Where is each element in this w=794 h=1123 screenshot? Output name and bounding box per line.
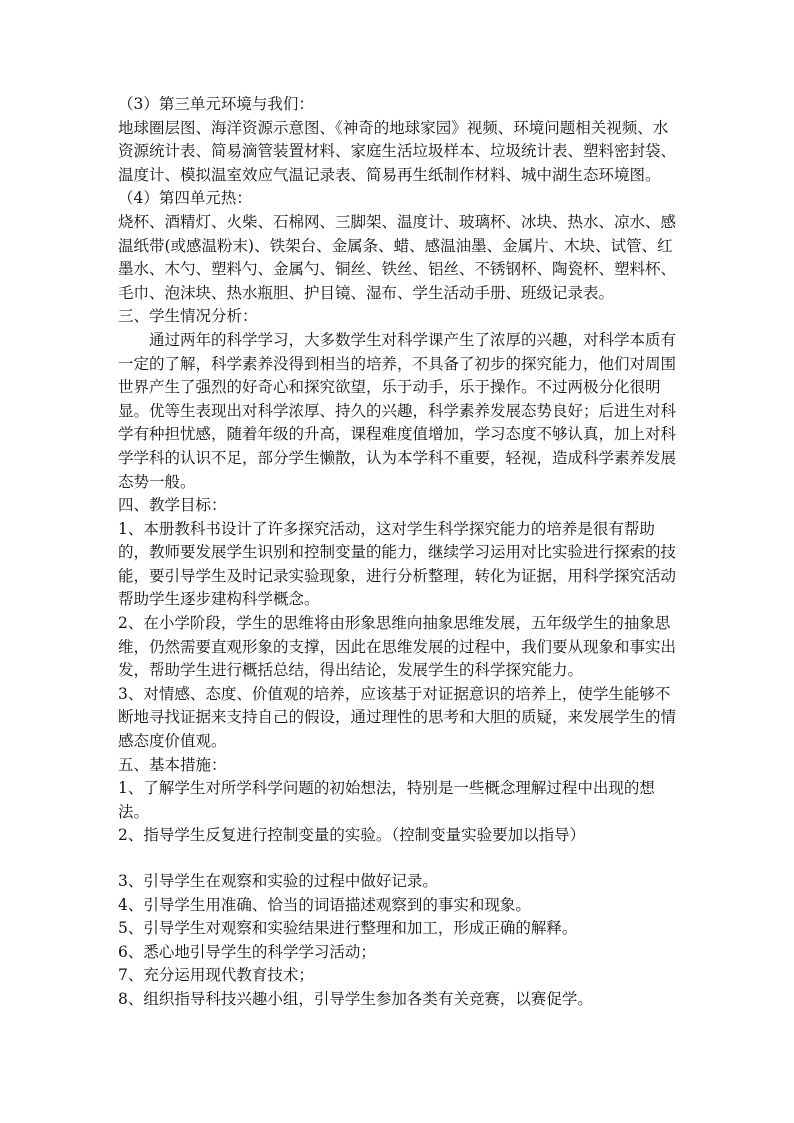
blank-line (118, 848, 678, 870)
measure-item: 1、了解学生对所学科学问题的初始想法，特别是一些概念理解过程中出现的想法。 (118, 779, 655, 821)
unit4-heading: （4）第四单元热： (118, 189, 252, 208)
section5-heading: 五、基本措施： (118, 755, 227, 774)
measure-item: 8、组织指导科技兴趣小组，引导学生参加各类有关竞赛，以赛促学。 (118, 989, 593, 1008)
measure-item: 4、引导学生用准确、恰当的词语描述观察到的事实和现象。 (118, 895, 531, 914)
measure-item: 3、引导学生在观察和实验的过程中做好记录。 (118, 872, 438, 890)
measure-item: 2、指导学生反复进行控制变量的实验。（控制变量实验要加以指导） (118, 826, 586, 845)
unit4-materials-part1: 烧杯、酒精灯、火柴、石棉网、三脚架、温度计、玻璃杯、冰块、热水、凉水、感温纸带(或感温粉末)、铁架台、金属条、蜡、感温油墨、金属片、木块、试管、红 (118, 212, 677, 255)
measure-item: 7、充分运用现代教育技术； (118, 966, 314, 985)
unit3-heading: （3）第三单元环境与我们： (118, 95, 314, 113)
document-body (118, 93, 678, 1012)
section3-heading: 三、学生情况分析： (118, 307, 258, 326)
measure-item: 5、引导学生对观察和实验结果进行整理和加工，形成正确的解释。 (118, 919, 578, 938)
goal-item: 1、本册教科书设计了许多探究活动，这对学生科学探究能力的培养是很有帮助的，教师要发展学生识别和控制变量的能力，继续学习运用对比实验进行探索的技能，要引导学生及时记录实验现象，进行分析整理，转化为证据，用科学探究活动帮助学生逐步建构科学概念。 (118, 519, 677, 609)
goal-item: 2、在小学阶段，学生的思维将由形象思维向抽象思维发展，五年级学生的抽象思维，仍然需要直观形象的支撑，因此在思维发展的过程中，我们要从现象和事实出发，帮助学生进行概括总结，得出结论，发展学生的科学探究能力。 (118, 614, 677, 680)
section3-paragraph: 通过两年的科学学习，大多数学生对科学课产生了浓厚的兴趣，对科学本质有一定的了解，科学素养没得到相当的培养，不具备了初步的探究能力，他们对周围世界产生了强烈的好奇心和探究欲望，乐于动手，乐于操作。不过两极分化很明显。优等生表现出对科学浓厚、持久的兴趣，科学素养发展态势良好；后进生对科学有种担忧感，随着年级的升高，课程难度值增加，学习态度不够认真，加上对科学学科的认识不足，部分学生懒散，认为本学科不重要，轻视，造成科学素养发展态势一般。 (118, 330, 677, 491)
measure-item: 6、悉心地引导学生的科学学习活动； (118, 942, 376, 961)
goal-item: 3、对情感、态度、价值观的培养，应该基于对证据意识的培养上，使学生能够不断地寻找证据来支持自己的假设，通过理性的思考和大胆的质疑，来发展学生的情感态度价值观。 (118, 684, 677, 751)
unit3-materials: 地球圈层图、海洋资源示意图、《神奇的地球家园》视频、环境问题相关视频、水资源统计表、简易滴管装置材料、家庭生活垃圾样本、垃圾统计表、塑料密封袋、温度计、模拟温室效应气温记录表、简易再生纸制作材料、城中湖生态环境图。 (118, 118, 677, 184)
section4-heading: 四、教学目标： (118, 496, 227, 515)
unit4-materials-part2: 墨水、木勺、塑料勺、金属勺、铜丝、铁丝、铝丝、不锈钢杯、陶瓷杯、塑料杯、毛巾、泡沫块、热水瓶胆、护目镜、湿布、学生活动手册、班级记录表。 (118, 260, 677, 302)
